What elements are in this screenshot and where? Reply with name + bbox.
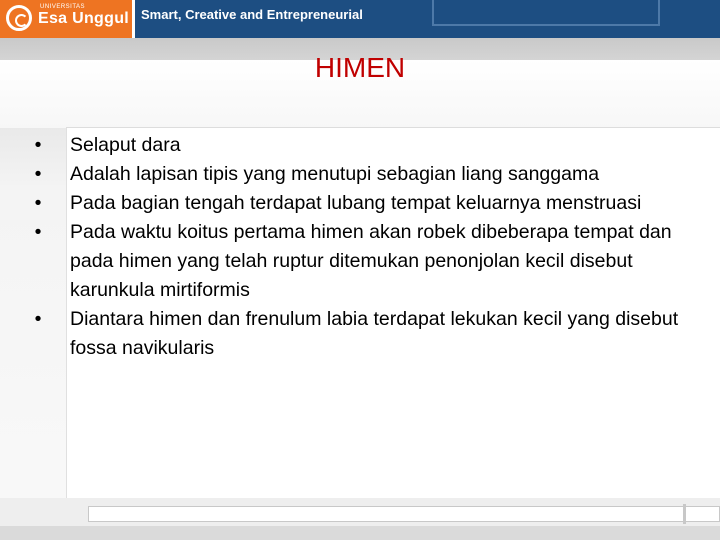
bullet-icon: • xyxy=(34,134,42,156)
header-tagline: Smart, Creative and Entrepreneurial xyxy=(141,7,363,22)
bullet-item xyxy=(28,131,688,160)
bullet-icon: • xyxy=(34,308,42,330)
footer-strip xyxy=(0,526,720,540)
bullet-text: Adalah lapisan tipis yang menutupi sebagian liang sanggama xyxy=(70,163,600,185)
bullet-icon: • xyxy=(34,221,42,243)
slide-title: HIMEN xyxy=(314,52,406,83)
bullet-text: Pada bagian tengah terdapat lubang tempat keluarnya menstruasi xyxy=(70,192,642,214)
logo-text: Esa Unggul xyxy=(38,10,130,27)
header-divider xyxy=(132,0,135,38)
bullet-text: Pada waktu koitus pertama himen akan robek dibeberapa tempat dan pada himen yang telah ruptur ditemukan penonjolan kecil disebut karunkula mirtiformis xyxy=(70,221,672,301)
bullet-icon: • xyxy=(34,163,42,185)
header-decoration-frame xyxy=(432,0,660,26)
bullet-text: Selaput dara xyxy=(70,134,181,156)
bullet-item xyxy=(28,305,688,363)
bullet-item xyxy=(28,189,688,218)
bullet-item xyxy=(28,160,688,189)
bullet-item xyxy=(28,218,688,305)
logo-caption: UNIVERSITAS xyxy=(40,4,86,10)
logo-emblem-icon xyxy=(6,5,32,31)
bullet-list xyxy=(28,131,688,363)
bullet-text: Diantara himen dan frenulum labia terdapat lekukan kecil yang disebut fossa navikularis xyxy=(70,308,679,359)
university-logo xyxy=(0,0,132,38)
footer-bar xyxy=(88,506,720,522)
header-bar xyxy=(0,0,720,38)
bullet-icon: • xyxy=(34,192,42,214)
